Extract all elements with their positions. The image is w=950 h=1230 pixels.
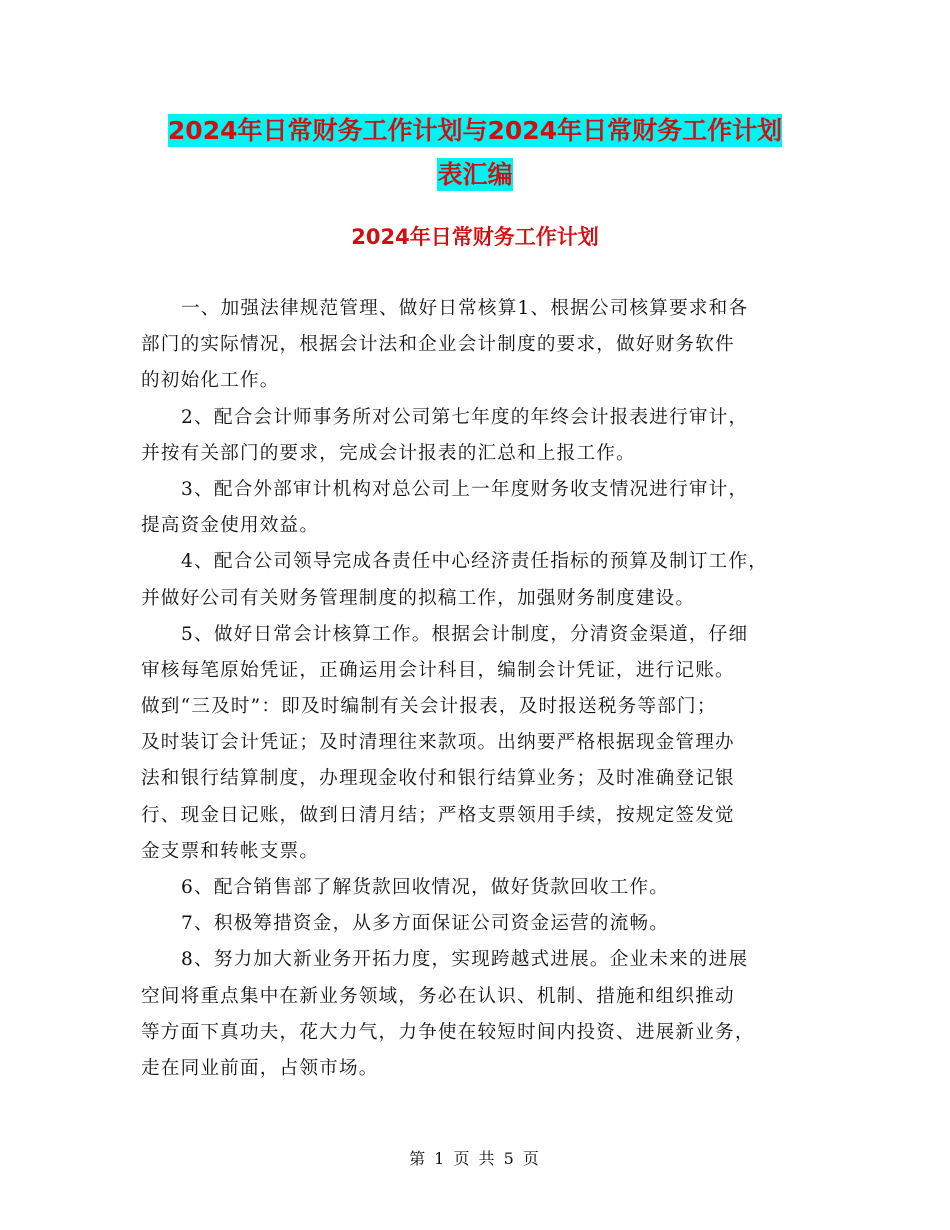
text-line: 及时装订会计凭证；及时清理往来款项。出纳要严格根据现金管理办: [141, 732, 735, 754]
text-line: 空间将重点集中在新业务领域，务必在认识、机制、措施和组织推动: [141, 985, 735, 1007]
body-text: [141, 291, 816, 1087]
section-title: 2024年日常财务工作计划: [351, 225, 599, 249]
text-line: 7、积极筹措资金，从多方面保证公司资金运营的流畅。: [181, 913, 670, 935]
text-line: 做到“三及时”：即及时编制有关会计报表，及时报送税务等部门；: [141, 696, 717, 718]
text-line: 部门的实际情况，根据会计法和企业会计制度的要求，做好财务软件: [141, 334, 735, 356]
text-line: 2、配合会计师事务所对公司第七年度的年终会计报表进行审计，: [181, 406, 749, 428]
page-footer: 第 1 页 共 5 页: [409, 1149, 541, 1168]
title-highlight: 2024年日常财务工作计划与2024年日常财务工作计划: [167, 116, 783, 145]
document-title-line-1: [0, 108, 950, 154]
text-line: 4、配合公司领导完成各责任中心经济责任指标的预算及制订工作，: [181, 551, 769, 573]
text-line: 8、努力加大新业务开拓力度，实现跨越式进展。企业未来的进展: [181, 949, 749, 971]
text-line: 并做好公司有关财务管理制度的拟稿工作，加强财务制度建设。: [141, 587, 696, 609]
text-line: 提高资金使用效益。: [141, 515, 320, 537]
text-line: 3、配合外部审计机构对总公司上一年度财务收支情况进行审计，: [181, 478, 749, 500]
text-line: 审核每笔原始凭证，正确运用会计科目，编制会计凭证，进行记账。: [141, 659, 735, 681]
text-line: 走在同业前面，占领市场。: [141, 1057, 379, 1079]
text-line: 的初始化工作。: [141, 370, 280, 392]
text-line: 金支票和转帐支票。: [141, 840, 320, 862]
text-line: 5、做好日常会计核算工作。根据会计制度，分清资金渠道，仔细: [181, 623, 749, 645]
title-highlight: 表汇编: [437, 160, 513, 189]
text-line: 行、现金日记账，做到日清月结；严格支票领用手续，按规定签发觉: [141, 804, 735, 826]
document-title-line-2: [0, 152, 950, 198]
text-line: 等方面下真功夫，花大力气，力争使在较短时间内投资、进展新业务，: [141, 1021, 755, 1043]
text-line: 并按有关部门的要求，完成会计报表的汇总和上报工作。: [141, 442, 636, 464]
text-line: 6、配合销售部了解货款回收情况，做好货款回收工作。: [181, 877, 670, 898]
text-line: 法和银行结算制度，办理现金收付和银行结算业务；及时准确登记银: [141, 768, 735, 790]
text-line: 一、加强法律规范管理、做好日常核算1、根据公司核算要求和各: [181, 298, 749, 319]
